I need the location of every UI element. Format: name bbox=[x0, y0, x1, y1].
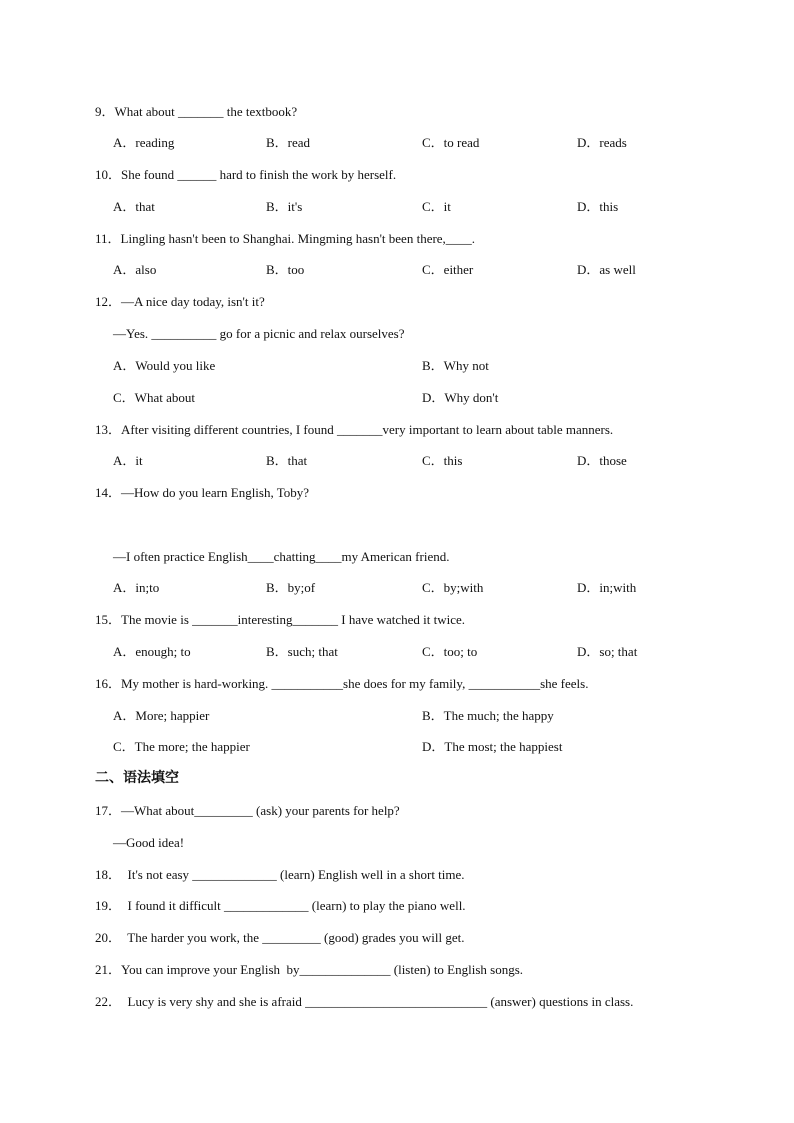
question-19-stem: 19． I found it difficult _____________ (learn) to play the piano well. bbox=[95, 898, 466, 913]
question-16-option-a: A．More; happier bbox=[113, 708, 210, 723]
question-20-stem: 20． The harder you work, the _________ (good) grades you will get. bbox=[95, 930, 465, 945]
question-14-option-d: D．in;with bbox=[577, 580, 637, 595]
question-10-option-d: D．this bbox=[577, 199, 619, 214]
question-16-stem: 16．My mother is hard-working. ___________she does for my family, ___________she feels. bbox=[95, 676, 589, 691]
question-21-stem: 21．You can improve your English by______________ (listen) to English songs. bbox=[95, 962, 524, 977]
question-13-stem: 13．After visiting different countries, I found _______very important to learn about table manners. bbox=[95, 422, 614, 437]
question-9-option-b: B．read bbox=[266, 135, 311, 150]
question-9-stem: 9．What about _______ the textbook? bbox=[95, 104, 298, 119]
question-14-option-b: B．by;of bbox=[266, 580, 316, 595]
question-15-stem: 15．The movie is _______interesting_______ I have watched it twice. bbox=[95, 612, 466, 627]
question-13-option-a: A．it bbox=[113, 453, 143, 468]
question-17-reply: —Good idea! bbox=[113, 835, 185, 850]
question-11-option-b: B．too bbox=[266, 262, 305, 277]
question-14-option-a: A．in;to bbox=[113, 580, 160, 595]
question-9-option-a: A．reading bbox=[113, 135, 175, 150]
question-18-stem: 18． It's not easy _____________ (learn) English well in a short time. bbox=[95, 867, 465, 882]
question-15-option-c: C．too; to bbox=[422, 644, 478, 659]
question-14-stem: 14．—How do you learn English, Toby? bbox=[95, 485, 310, 500]
question-16-option-d: D．The most; the happiest bbox=[422, 739, 563, 754]
question-22-stem: 22． Lucy is very shy and she is afraid ____________________________ (answer) questions in class. bbox=[95, 994, 634, 1009]
question-12-option-a: A．Would you like bbox=[113, 358, 216, 373]
question-11-option-a: A．also bbox=[113, 262, 157, 277]
question-12-option-b: B．Why not bbox=[422, 358, 489, 373]
question-13-option-c: C．this bbox=[422, 453, 463, 468]
question-9-option-c: C．to read bbox=[422, 135, 480, 150]
question-11-option-d: D．as well bbox=[577, 262, 636, 277]
question-10-stem: 10．She found ______ hard to finish the work by herself. bbox=[95, 167, 397, 182]
question-15-option-d: D．so; that bbox=[577, 644, 638, 659]
section-title: 二、语法填空 bbox=[95, 770, 179, 786]
question-12-option-d: D．Why don't bbox=[422, 390, 499, 405]
question-12-dialogue: —Yes. __________ go for a picnic and relax ourselves? bbox=[113, 326, 405, 341]
question-11-option-c: C．either bbox=[422, 262, 474, 277]
question-14-dialogue: —I often practice English____chatting____my American friend. bbox=[113, 549, 450, 564]
question-15-option-a: A．enough; to bbox=[113, 644, 191, 659]
question-13-option-b: B．that bbox=[266, 453, 308, 468]
question-11-stem: 11．Lingling hasn't been to Shanghai. Mingming hasn't been there,____. bbox=[95, 231, 476, 246]
question-17-stem: 17．—What about_________ (ask) your parents for help? bbox=[95, 803, 400, 818]
question-12-stem: 12．—A nice day today, isn't it? bbox=[95, 294, 265, 309]
question-10-option-a: A．that bbox=[113, 199, 155, 214]
question-10-option-c: C．it bbox=[422, 199, 451, 214]
question-15-option-b: B．such; that bbox=[266, 644, 338, 659]
question-16-option-b: B．The much; the happy bbox=[422, 708, 554, 723]
question-12-option-c: C．What about bbox=[113, 390, 195, 405]
question-16-option-c: C．The more; the happier bbox=[113, 739, 250, 754]
question-13-option-d: D．those bbox=[577, 453, 627, 468]
question-10-option-b: B．it's bbox=[266, 199, 303, 214]
question-14-option-c: C．by;with bbox=[422, 580, 484, 595]
question-9-option-d: D．reads bbox=[577, 135, 627, 150]
